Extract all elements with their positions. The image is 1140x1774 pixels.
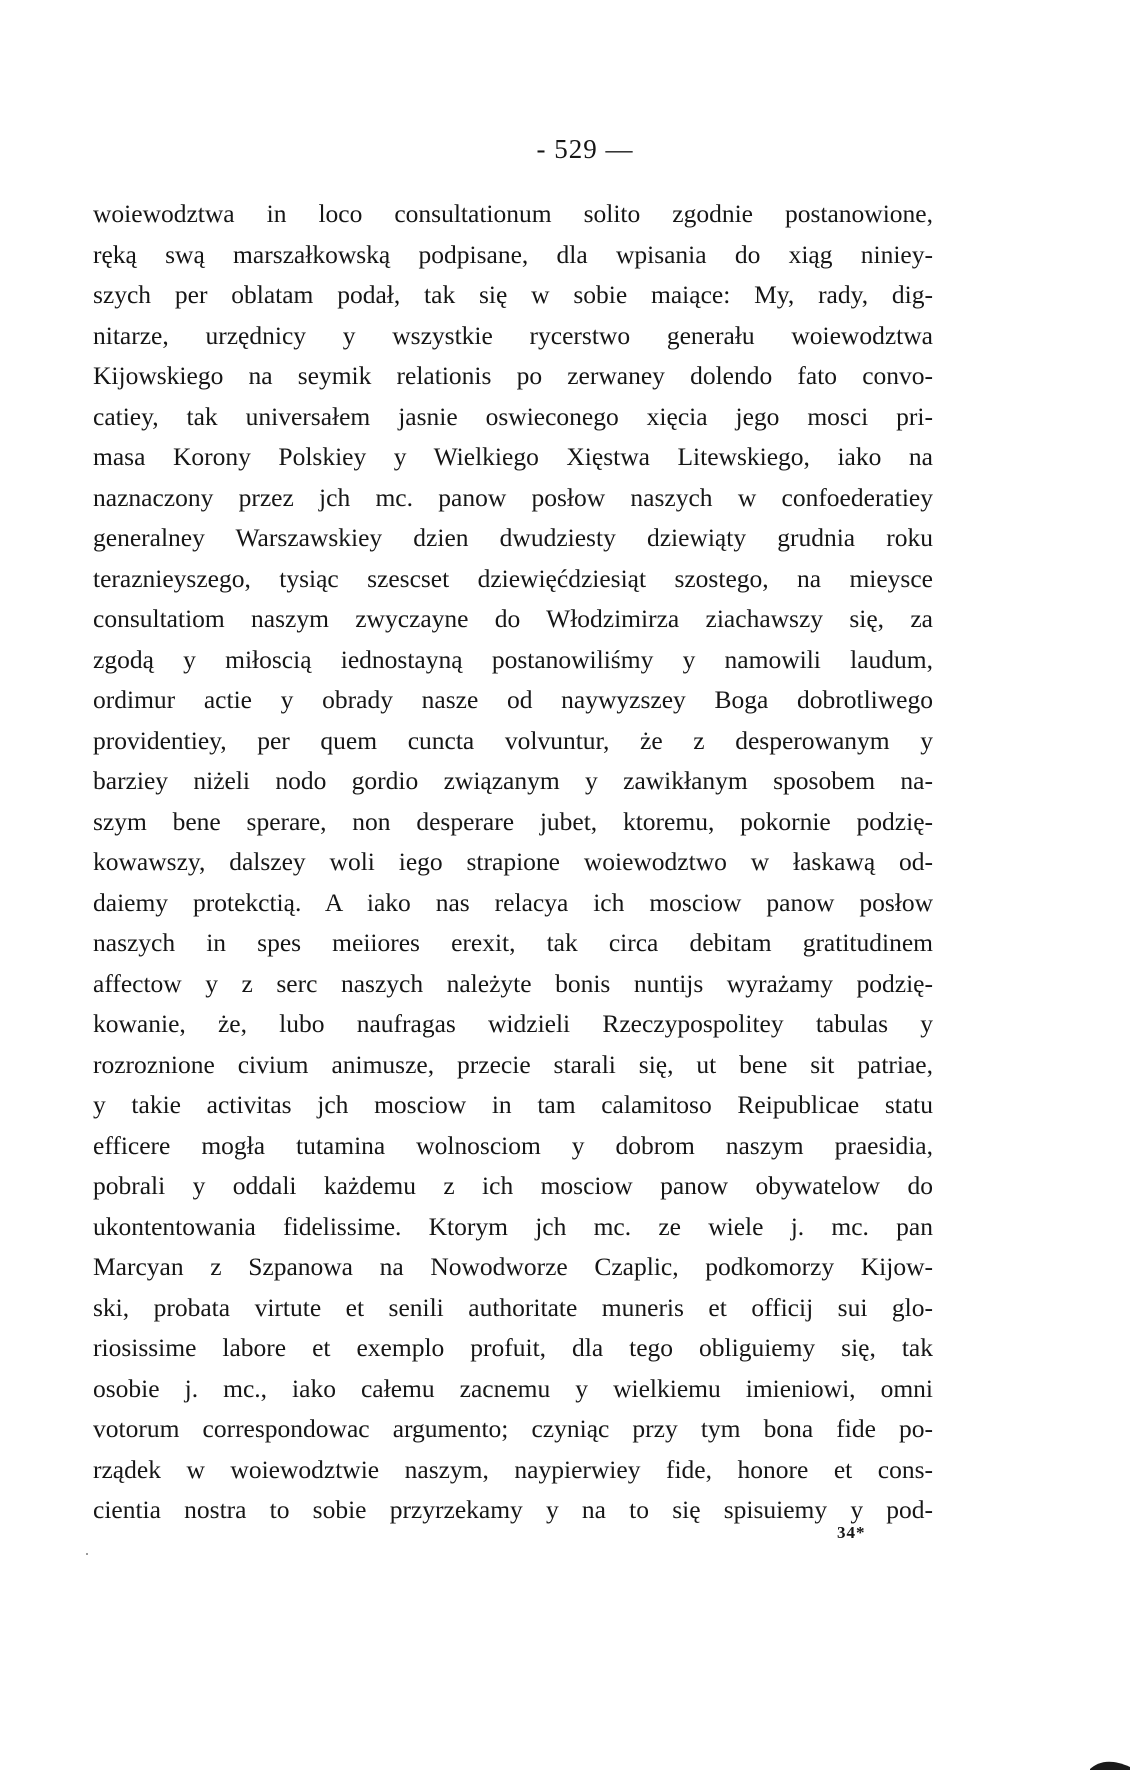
page-number: - 529 — (536, 134, 634, 164)
text-line: Marcyan z Szpanowa na Nowodworze Czaplic, podkomorzy Kijow- (93, 1252, 933, 1281)
text-line: Kijowskiego na seymik relationis po zerwaney dolendo fato convo- (93, 361, 933, 390)
text-line: rozroznione civium animusze, przecie starali się, ut bene sit patriae, (93, 1049, 933, 1079)
text-line: providentiey, per quem cuncta volvuntur, że z desperowanym y (93, 725, 933, 755)
text-line: y takie activitas jch mosciow in tam calamitoso Reipublicae statu (93, 1090, 933, 1119)
text-line: ukontentowania fidelissime. Ktorym jch mc. ze wiele j. mc. pan (93, 1211, 933, 1241)
text-line: daiemy protekctią. A iako nas relacya ich mosciow panow posłow (93, 887, 933, 917)
text-line: affectow y z serc naszych należyte bonis nuntijs wyrażamy podzię- (93, 968, 933, 998)
text-line: consultatiom naszym zwyczayne do Włodzimirza ziachawszy się, za (93, 604, 933, 633)
text-line: votorum correspondowac argumento; czyniąc przy tym bona fide po- (93, 1414, 933, 1443)
text-line: naszych in spes meiiores erexit, tak circa debitam gratitudinem (93, 928, 933, 957)
text-line: zgodą y miłoscią iednostayną postanowiliśmy y namowili laudum, (93, 644, 933, 674)
text-line: naznaczony przez jch mc. panow posłow naszych w confoederatiey (93, 482, 933, 512)
text-line: rządek w woiewodztwie naszym, naypierwiey fide, honore et cons- (93, 1454, 933, 1484)
text-line: barziey niżeli nodo gordio związanym y zawikłanym sposobem na- (93, 766, 933, 795)
text-line: szym bene sperare, non desperare jubet, ktoremu, pokornie podzię- (93, 806, 933, 836)
text-line: masa Korony Polskiey y Wielkiego Xięstwa Litewskiego, iako na (93, 442, 933, 471)
text-line: cientia nostra to sobie przyrzekamy y na to się spisuiemy y pod- (93, 1495, 933, 1524)
scan-smudge-icon (1088, 1756, 1132, 1770)
text-line: generalney Warszawskiey dzien dwudziesty dziewiąty grudnia roku (93, 523, 933, 552)
text-line: nitarze, urzędnicy y wszystkie rycerstwo generału woiewodztwa (93, 320, 933, 350)
text-line: woiewodztwa in loco consultationum solito zgodnie postanowione, (93, 199, 933, 228)
text-line: efficere mogła tutamina wolnosciom y dobrom naszym praesidia, (93, 1130, 933, 1160)
text-line: teraznieyszego, tysiąc szescset dziewięćdziesiąt szostego, na mieysce (93, 563, 933, 593)
text-line: szych per oblatam podał, tak się w sobie maiące: My, rady, dig- (93, 280, 933, 309)
scan-speck (86, 1553, 88, 1555)
text-line: kowawszy, dalszey woli iego strapione woiewodztwo w łaskawą od- (93, 847, 933, 876)
text-line: catiey, tak universałem jasnie oswieconego xięcia jego mosci pri- (93, 401, 933, 431)
text-line: riosissime labore et exemplo profuit, dla tego obliguiemy się, tak (93, 1333, 933, 1362)
text-line: ski, probata virtute et senili authoritate muneris et officij sui glo- (93, 1292, 933, 1322)
text-line: kowanie, że, lubo naufragas widzieli Rzeczypospolitey tabulas y (93, 1009, 933, 1038)
body-text (93, 194, 933, 1531)
text-line: pobrali y oddali każdemu z ich mosciow panow obywatelow do (93, 1171, 933, 1200)
text-line: ordimur actie y obrady nasze od naywyzszey Boga dobrotliwego (93, 685, 933, 714)
text-line: osobie j. mc., iako całemu zacnemu y wielkiemu imieniowi, omni (93, 1373, 933, 1403)
signature-mark: 34* (837, 1523, 866, 1542)
text-line: ręką swą marszałkowską podpisane, dla wpisania do xiąg niniey- (93, 239, 933, 269)
